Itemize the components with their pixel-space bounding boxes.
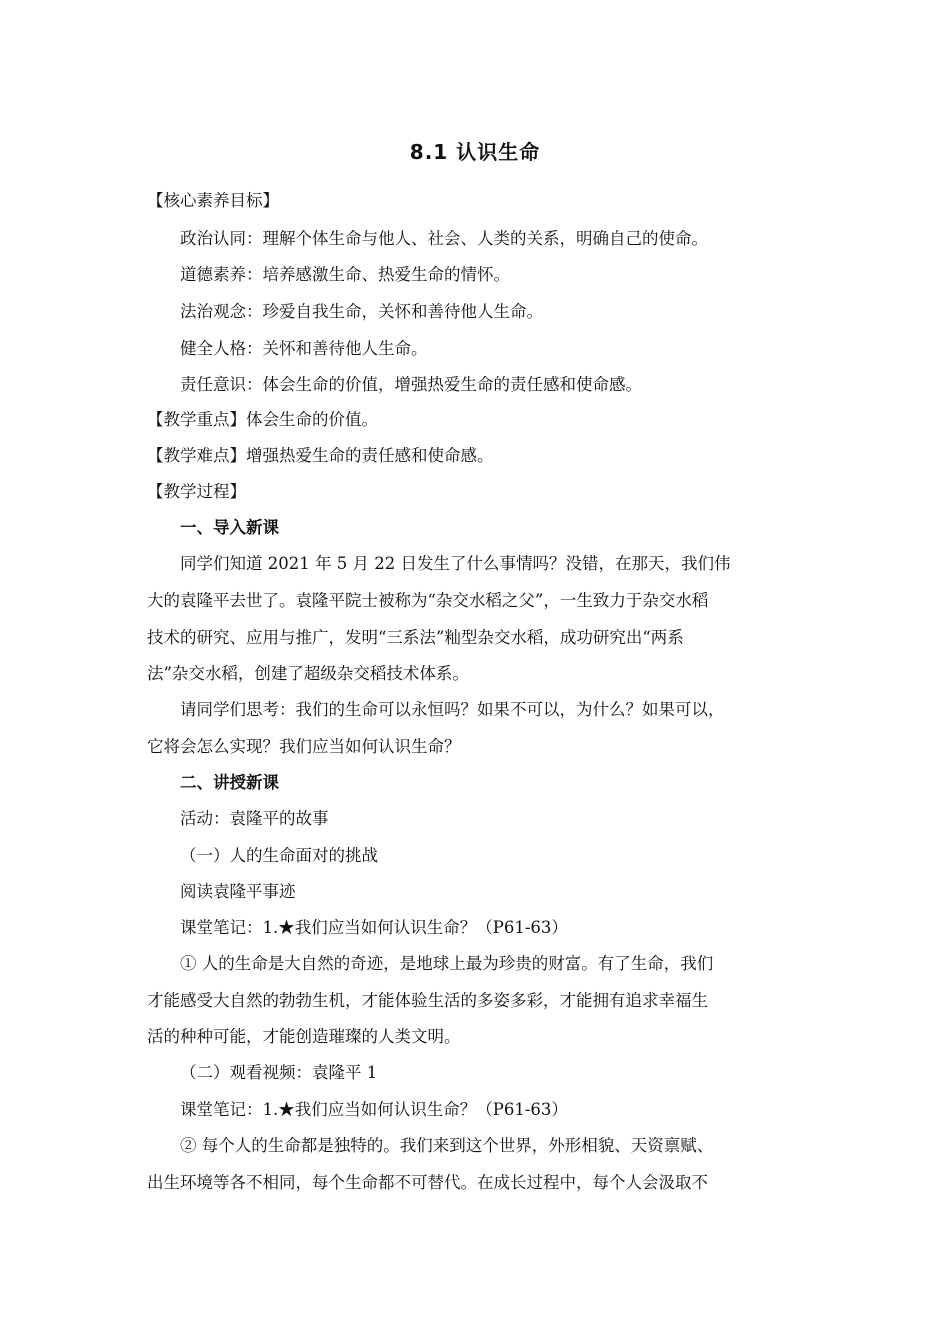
paragraph-line: 出生环境等各不相同，每个生命都不可替代。在成长过程中，每个人会汲取不: [147, 1173, 708, 1192]
class-note-line: 课堂笔记：1.★我们应当如何认识生命？（P61-63）: [180, 918, 568, 937]
paragraph-line: ② 每个人的生命都是独特的。我们来到这个世界，外形相貌、天资禀赋、: [180, 1136, 714, 1155]
class-note-line: 课堂笔记：1.★我们应当如何认识生命？（P61-63）: [180, 1100, 568, 1119]
subheading-introduction: 一、导入新课: [180, 518, 279, 537]
teaching-key-point: 【教学重点】体会生命的价值。: [147, 410, 378, 429]
goal-rule-of-law: 法治观念：珍爱自我生命，关怀和善待他人生命。: [180, 302, 543, 321]
paragraph-line: 才能感受大自然的勃勃生机，才能体验生活的多姿多彩，才能拥有追求幸福生: [147, 991, 708, 1010]
reading-line: 阅读袁隆平事迹: [180, 882, 296, 901]
teaching-difficulty: 【教学难点】增强热爱生命的责任感和使命感。: [147, 446, 494, 465]
paragraph-line: 它将会怎么实现？我们应当如何认识生命？: [147, 737, 461, 756]
paragraph-line: 请同学们思考：我们的生命可以永恒吗？如果不可以，为什么？如果可以，: [180, 700, 725, 719]
activity-line: 活动：袁隆平的故事: [180, 809, 329, 828]
subsection-video: （二）观看视频：袁隆平 1: [180, 1063, 378, 1082]
subheading-new-lesson: 二、讲授新课: [180, 773, 279, 792]
subsection-challenges: （一）人的生命面对的挑战: [180, 846, 378, 865]
goal-responsibility: 责任意识：体会生命的价值，增强热爱生命的责任感和使命感。: [180, 375, 642, 394]
paragraph-line: 活的种种可能，才能创造璀璨的人类文明。: [147, 1027, 461, 1046]
paragraph-line: 法”杂交水稻，创建了超级杂交稻技术体系。: [147, 664, 469, 683]
paragraph-line: 同学们知道 2021 年 5 月 22 日发生了什么事情吗？没错，在那天，我们伟: [180, 554, 731, 573]
section-heading-process: 【教学过程】: [147, 482, 246, 501]
goal-moral-quality: 道德素养：培养感激生命、热爱生命的情怀。: [180, 265, 510, 284]
section-heading-core-goals: 【核心素养目标】: [147, 191, 279, 210]
paragraph-line: 技术的研究、应用与推广，发明“三系法”籼型杂交水稻，成功研究出“两系: [147, 628, 684, 647]
goal-political-identity: 政治认同：理解个体生命与他人、社会、人类的关系，明确自己的使命。: [180, 229, 708, 248]
page-title: 8.1 认识生命: [409, 140, 541, 164]
goal-sound-personality: 健全人格：关怀和善待他人生命。: [180, 339, 428, 358]
paragraph-line: 大的袁隆平去世了。袁隆平院士被称为“杂交水稻之父”，一生致力于杂交水稻: [147, 591, 709, 610]
paragraph-line: ① 人的生命是大自然的奇迹，是地球上最为珍贵的财富。有了生命，我们: [180, 954, 714, 973]
